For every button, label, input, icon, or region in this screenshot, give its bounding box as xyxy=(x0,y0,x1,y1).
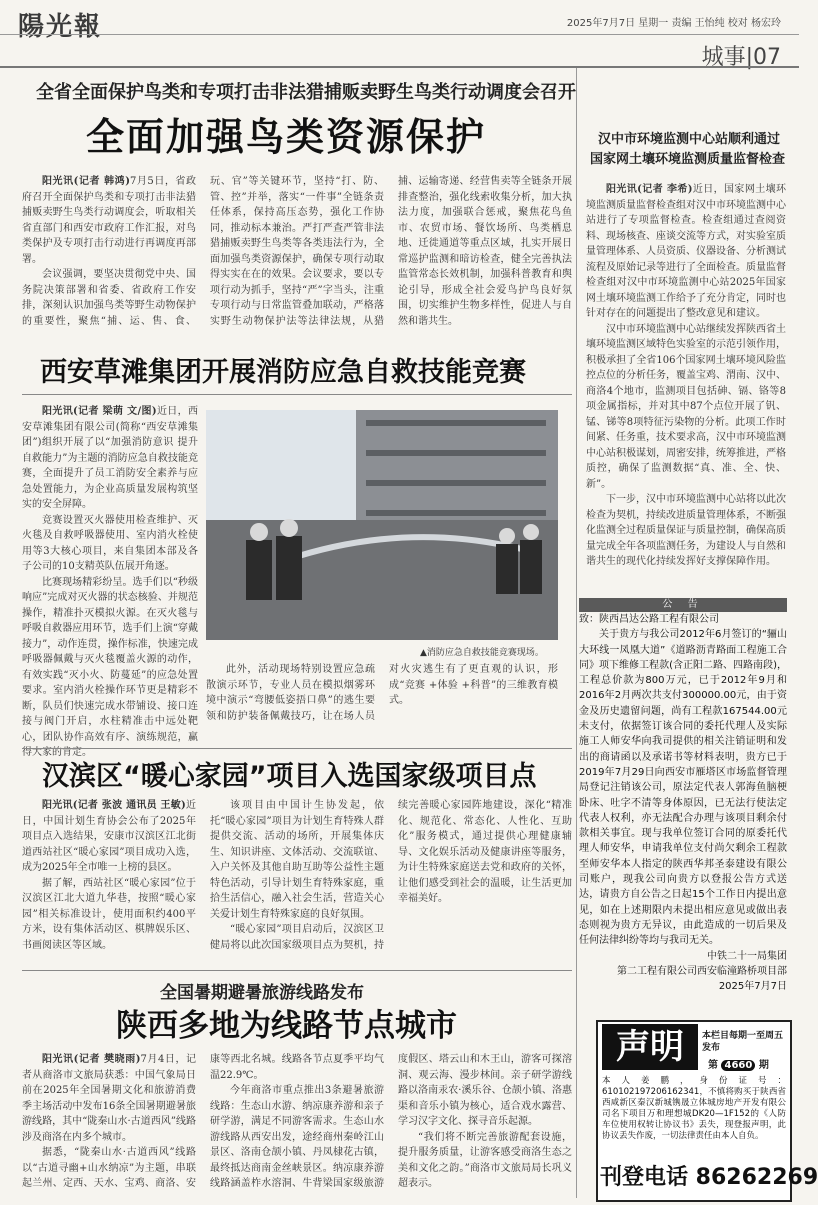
section-label: 城事|07 xyxy=(701,45,781,70)
article3-paragraph: 据了解，西站社区“暖心家园”位于汉滨区江北大道九华巷，按照“暖心家园”相关标准设计，使用面积约400平方米，设有集体活动区、棋牌娱乐区、书画阅读区等区域。 xyxy=(22,877,196,951)
article4-paragraph: 据悉，“陇秦山水·古道西风”线路以“古道寻幽+山水纳凉”为主题，串联起兰州、定西、天水、宝鸡、商洛、安康等西北名城。线路各节点夏季平均气温22.9℃。 xyxy=(22,1054,384,1189)
article2-body-col2 xyxy=(206,662,558,752)
article4-body xyxy=(22,1052,572,1198)
article3-rule xyxy=(22,748,572,749)
statement-ad xyxy=(596,1020,818,1202)
article1-body xyxy=(22,174,572,344)
article2-byline: 阳光讯(记者 梁萌 文/图) xyxy=(42,406,157,417)
notice-body xyxy=(579,612,787,1012)
article5-headline-line1: 汉中市环境监测中心站顺利通过 xyxy=(598,132,781,147)
article3-paragraph: “暖心家园”项目启动后，汉滨区卫健局将以此次国家级项目点为契机，持续完善暖心家园阵地建设，深化“精准化、规范化、常态化、人性化、互助化”服务模式，通过提供心理健康辅导、文化娱乐活动及健康讲座等服务，为计生特殊家庭送去党和政府的关怀，让他们感受到社会的温暖，让生活更加幸福美好。 xyxy=(210,800,572,951)
article4-headline: 陕西多地为线路节点城市 xyxy=(116,1008,457,1044)
firefighting-photo xyxy=(206,410,558,640)
ad-issue xyxy=(708,1056,769,1071)
article3-paragraph: 该项目由中国计生协发起，依托“暖心家园”项目为计划生育特殊人群提供交流、活动的场所，开展集体庆生、知识讲座、文体活动、交流联谊、入户关怀及其他自助互助等公益性主题特色活动，引导计划生育特殊家庭，重拾生活信心，融入社会生活，营造关心关爱计划生育特殊家庭的良好氛围。 xyxy=(210,800,384,920)
notice-title: 公 告 xyxy=(579,598,787,612)
article5-byline: 阳光讯(记者 李希) xyxy=(606,184,693,195)
article1-headline: 全面加强鸟类资源保护 xyxy=(86,115,487,159)
ad-issue-suffix: 期 xyxy=(758,1060,769,1071)
article4-paragraph: 7月4日，记者从商洛市文旅局获悉：中国气象局日前在2025年全国暑期文化和旅游消费季主场活动中发布16条全国暑期避暑旅游线路，其中“陇秦山水·古道西风”线路涉及商洛在内多个城市。 xyxy=(22,1054,196,1143)
article3-body xyxy=(22,798,572,968)
article4-byline: 阳光讯(记者 樊晓雨) xyxy=(42,1054,141,1065)
article4-paragraph: “我们将不断完善旅游配套设施，提升服务质量，让游客感受商洛生态之美和文化之韵。”商洛市文旅局局长巩义超表示。 xyxy=(398,1131,572,1189)
issue-meta: 2025年7月7日 星期一 责编 王怡纯 校对 杨宏玲 xyxy=(566,18,781,29)
notice-addressee: 致：陕西昌达公路工程有限公司 xyxy=(579,614,719,625)
column-divider xyxy=(576,68,577,1198)
article3-headline: 汉滨区“暖心家园”项目入选国家级项目点 xyxy=(42,761,537,792)
article5-paragraph: 近日，国家网土壤环境监测质量监督检查组对汉中市环境监测中心站进行了专项监督检查。检查组通过查阅资料、现场核查、座谈交流等方式，对实验室质量管理体系、人员资质、仪器设备、分析测试流程及原始记录等进行了全面检查。质量监督检查组对汉中市环境监测中心站2025年国家网土壤环境监测工作给予了充分肯定，同时也针对存在的问题提出了整改意见和建议。 xyxy=(586,184,786,319)
ad-schedule: 本栏目每期一至周五发布 xyxy=(702,1031,784,1053)
article5-body xyxy=(586,182,786,594)
article3-byline: 阳光讯(记者 张波 通讯员 王敏) xyxy=(42,800,186,811)
header-rule xyxy=(0,34,799,35)
article5-paragraph: 汉中市环境监测中心站继续发挥陕西省土壤环境监测区域特色实验室的示范引领作用，积极承担了全省106个国家网土壤环境风险监控点位的分析任务，覆盖宝鸡、渭南、汉中、商洛4个地市，监测项目包括砷、镉、铬等8项金属指标，并对其中87个点位开展了钒、锰、锑等8项特征污染物的分析。此项工作时间紧、任务重，技术要求高，汉中市环境监测中心站积极谋划，周密安排，统筹推进，严格质控，确保了监测数据“真、准、全、快、新”。 xyxy=(586,323,786,490)
article4-kicker: 全国暑期避暑旅游线路发布 xyxy=(160,983,364,1003)
article2-paragraph: 近日，西安草滩集团有限公司(简称“西安草滩集团”)组织开展了以“加强消防意识 提升自救能力”为主题的消防应急自救技能竞赛，全面提升了员工消防安全素养与应急处置能力，为企业高质量发展构筑坚实的安全屏障。 xyxy=(22,406,199,510)
article5-headline-line2: 国家网土壤环境监测质量监督检查 xyxy=(590,152,786,167)
ad-issue-prefix: 第 xyxy=(708,1060,718,1071)
article2-headline: 西安草滩集团开展消防应急自救技能竞赛 xyxy=(40,357,526,388)
article1-paragraph: 会议强调，要坚决贯彻党中央、国务院决策部署和省委、省政府工作安排，深刻认识加强鸟类等野生动物保护的重要性，聚焦“捕、运、售、食、玩、官”等关键环节，坚持“打、防、管、控”并举，落实“一件事”全链条责任体系，保持高压态势，强化工作协同，推动标本兼治。严打严查严管非法猎捕贩卖野生鸟类等各类违法行为，全面加强鸟类资源保护，确保专项行动取得实实在在的效果。会议要求，要以专项行动为抓手，坚持“严”字当头，注重专项行动与日常监管叠加联动，严格落实野生动物保护法等法律法规，从猎捕、运输寄递、经营售卖等全链条开展排查整治，强化线索收集分析，加大执法力度，加强联合惩戒，聚焦花鸟鱼市、农贸市场、餐饮场所、鸟类栖息地、迁徙通道等重点区域，扎实开展日常巡护监测和暗访检查，健全完善执法监管常态长效机制，加强科普教育和舆论引导，形成全社会爱鸟护鸟良好氛围，切实维护生物多样性，促进人与自然和谐共生。 xyxy=(22,176,572,327)
article2-body-col1 xyxy=(22,404,199,758)
ad-issue-number: 4660 xyxy=(721,1060,755,1071)
header-rule-thick xyxy=(0,66,799,68)
ad-phone: 刊登电话 86262269 xyxy=(600,1165,818,1190)
photo-caption: ▲消防应急自救技能竞赛现场。 xyxy=(420,648,544,658)
ad-body: 本人姜鹏，身份证号：610102197206162341，不慎将购买于陕西省西咸新区秦汉新城镌晟立体城房地产开发有限公司名下项目万和理想城DK20—1F152的《人防车位使用权转让协议书》丢失，现登报声明，此协议丢失作废，一切法律责任由本人自负。 xyxy=(602,1076,786,1141)
article2-paragraph: 比赛现场精彩纷呈。选手们以“秒级响应”完成对灭火器的状态核验、并规范操作，精准扑灭模拟火源。在灭火毯与呼吸自救器应用环节，选手们上演“穿戴接力”，动作连贯，操作标准，快速完成呼吸器佩戴与灭火毯覆盖火源的动作，有效实践“灭小火、防蔓延”的应急处置要求。室内消火栓操作环节更是精彩不断，队员们快速完成水带铺设、接口连接与阀门开启，水柱精准击中远处靶心，团队协作高效有序、演练规范，赢得大家的肯定。 xyxy=(22,576,198,758)
article1-kicker: 全省全面保护鸟类和专项打击非法猎捕贩卖野生鸟类行动调度会召开 xyxy=(36,82,576,103)
article4-paragraph: 今年商洛市重点推出3条避暑旅游线路：生态山水游、纳凉康养游和亲子研学游，满足不同游客需求。生态山水游线路从西安出发，途经商州秦岭江山景区、洛南仓颉小镇、丹凤棣花古镇，最终抵达商南金丝峡景区。纳凉康养游线路涵盖柞水溶洞、牛背梁国家级旅游度假区、塔云山和木王山，游客可探溶洞、观云海、漫步林间。亲子研学游线路以洛南汞农·溪乐谷、仓颉小镇、洛惠渠和音乐小镇为核心，适合戏水露营、学习汉字文化、探寻音乐起源。 xyxy=(210,1054,572,1189)
article3-paragraph: 近日，中国计划生育协会公布了2025年项目点入选结果，安康市汉滨区江北街道西站社区“暖心家园”项目成功入选，成为2025年全市唯一上榜的县区。 xyxy=(22,800,196,873)
article5-paragraph: 下一步，汉中市环境监测中心站将以此次检查为契机，持续改进质量管理体系，不断强化监测全过程质量保证与质量控制，确保高质量完成全年各项监测任务，为建设人与自然和谐共生的现代化持续发挥好支撑保障作用。 xyxy=(586,494,786,567)
notice-date: 2025年7月7日 xyxy=(718,981,787,993)
article2-rule xyxy=(22,394,572,395)
notice-signature-2: 第二工程有限公司西安临潼路桥项目部 xyxy=(617,965,787,977)
article1-paragraph: 7月5日，省政府召开全面保护鸟类和专项打击非法猎捕贩卖野生鸟类行动调度会，听取相关省直部门和西安市政府工作汇报，对鸟类保护及专项打击行动进行再调度再部署。 xyxy=(22,176,196,265)
ad-title: 声明 xyxy=(602,1024,698,1070)
notice-signature-1: 中铁二十一局集团 xyxy=(707,950,787,962)
notice-text: 关于贵方与我公司2012年6月签订的“骊山大环线一凤凰大道”《道路沥青路面工程施工合同》项下维修工程款(含正阳二路、四路南段)，工程总价款为800万元，已于2012年9月和2016年2月两次共支付300000.00元，由于资金及历史遗留问题，尚有工程款167544.00元未支付，依据签订该合同的委托代理人及实际施工人师安华向我司提供的相关注销证明和发出的商请函以及承诺书等材料表明，贵方已于2019年7月29日向西安市雁塔区市场监督管理局登记注销该公司，原法定代表人郭海鱼脑梗卧床、吐字不清等身体原因，已无法行使法定代表人权利，亦无法配合办理与该项目剩余付款相关事宜。现与我单位签订合同的原委托代理人师安华，申请我单位支付尚欠剩余工程款至师安华本人指定的陕西华邦圣泰建设有限公司账户，现我公司向贵方以登报公告方式送达，请贵方自公告之日起15个工作日内提出意见，如在上述期限内未提出相应意见或做出表态则视为贵方无异议，由此造成的一切后果及任何法律纠纷等均与我司无关。 xyxy=(579,629,787,947)
article2-paragraph: 此外，活动现场特别设置应急疏散演示环节，专业人员在模拟烟雾环境中演示“弯腰低姿捂口鼻”的逃生要领和防护装备佩戴技巧，让在场人员对火灾逃生有了更直观的认识，形成“竞赛 +体验 +科普”的三维教育模式。 xyxy=(206,664,558,722)
article4-rule xyxy=(22,970,572,971)
article2-paragraph: 竞赛设置灭火器使用检查维护、灭火毯及自救呼吸器使用、室内消火栓使用等3大核心项目，来自集团本部及各子公司的10支精英队伍展开角逐。 xyxy=(22,514,198,572)
article1-byline: 阳光讯(记者 韩鸿) xyxy=(42,176,130,187)
firefighting-photo-illustration xyxy=(206,410,558,640)
newspaper-logo: 陽光報 xyxy=(18,12,103,42)
